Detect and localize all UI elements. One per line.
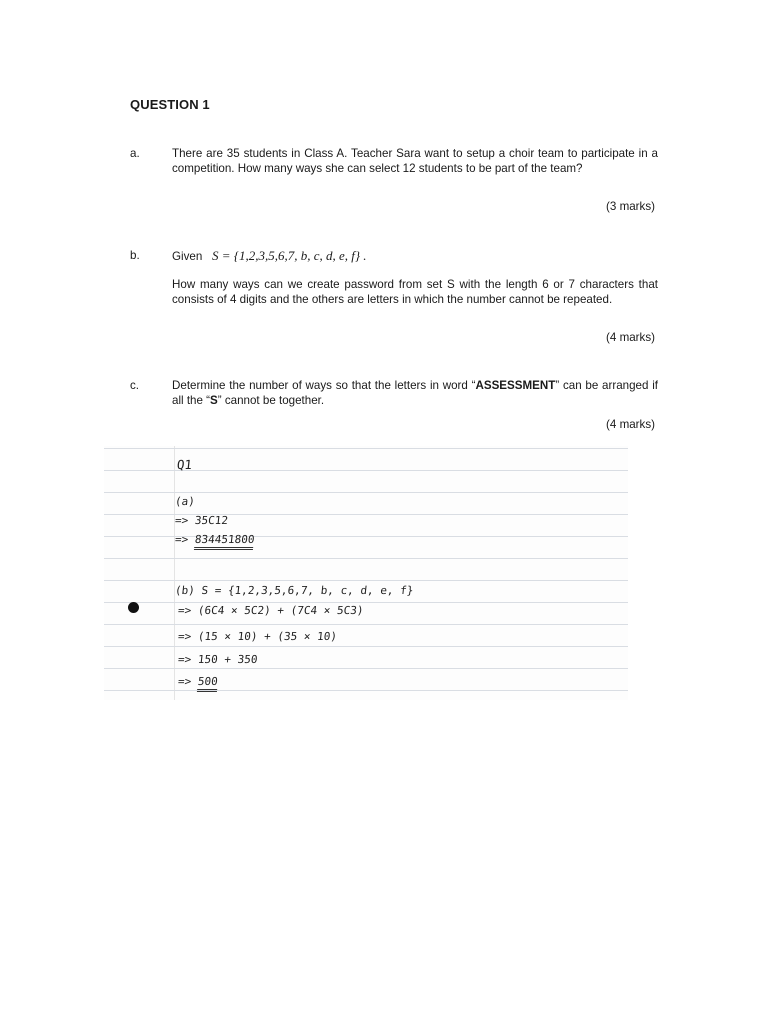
bold-letter: S — [210, 394, 218, 407]
notebook-rule — [104, 646, 628, 647]
part-label: c. — [130, 379, 140, 392]
hw-part-b-final: => 500 — [177, 675, 218, 688]
notebook-rule — [104, 668, 628, 669]
given-prefix: Given — [172, 250, 203, 263]
marks-label: (4 marks) — [606, 418, 655, 431]
hw-part-b-line: => (6C4 × 5C2) + (7C4 × 5C3) — [177, 604, 365, 617]
notebook-rule — [104, 624, 628, 625]
notebook-rule — [104, 492, 628, 493]
hw-part-b-set-line — [174, 584, 414, 597]
hw-part-a-answer: => 834451800 — [174, 533, 255, 546]
notebook-rule — [104, 690, 628, 691]
notebook-rule — [104, 580, 628, 581]
text-segment: Determine the number of ways so that the letters in word “ — [172, 379, 476, 392]
part-text: There are 35 students in Class A. Teacher Sara want to setup a choir team to participate in a competition. How many ways she can select 12 students to be part of the team? — [172, 147, 658, 175]
text-segment: ” cannot be together. — [217, 394, 325, 407]
part-label: a. — [130, 147, 140, 160]
question-title: QUESTION 1 — [130, 97, 210, 112]
part-text — [172, 378, 658, 408]
hw-part-a-line: => 35C12 — [174, 514, 229, 527]
given-set-line — [172, 248, 367, 264]
notebook-margin-line — [174, 446, 175, 700]
part-text: How many ways can we create password from set S with the length 6 or 7 characters that consists of 4 digits and the others are letters in which the number cannot be repeated. — [172, 278, 658, 306]
hw-part-a-label: (a) — [174, 495, 196, 508]
bullet-dot — [128, 602, 139, 613]
hw-part-b-line: => 150 + 350 — [177, 653, 259, 666]
hw-underlined-answer: 834451800 — [194, 533, 255, 550]
text-segment: ” can be arranged if all the “ — [172, 379, 658, 407]
notebook-rule — [104, 558, 628, 559]
part-label: b. — [130, 249, 140, 262]
bold-word: ASSESSMENT — [475, 379, 556, 392]
hw-part-b-label: (b) — [174, 584, 196, 597]
marks-label: (3 marks) — [606, 200, 655, 213]
notebook-rule — [104, 448, 628, 449]
hw-part-b-line: => (15 × 10) + (35 × 10) — [177, 630, 338, 643]
hw-heading: Q1 — [176, 457, 193, 472]
notebook-rule — [104, 602, 628, 603]
set-expression: S = {1,2,3,5,6,7, b, c, d, e, f} . — [211, 248, 367, 263]
hw-set: S = {1,2,3,5,6,7, b, c, d, e, f} — [200, 584, 415, 597]
marks-label: (4 marks) — [606, 331, 655, 344]
hw-underlined-answer: 500 — [197, 675, 219, 692]
